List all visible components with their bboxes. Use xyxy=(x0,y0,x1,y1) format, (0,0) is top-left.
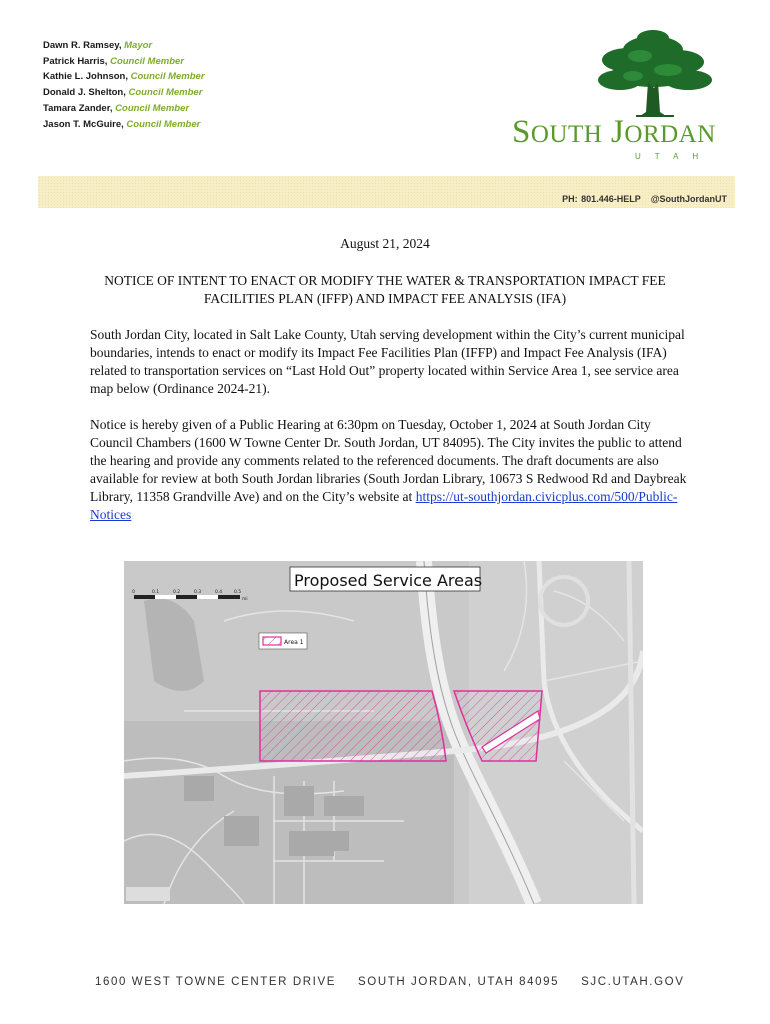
svg-text:0.4: 0.4 xyxy=(215,590,223,595)
tree-icon xyxy=(508,30,730,120)
svg-text:0.2: 0.2 xyxy=(173,590,181,595)
south-jordan-logo xyxy=(508,30,730,165)
footer-city: SOUTH JORDAN, UTAH 84095 xyxy=(358,976,560,988)
council-entry: Tamara Zander, Council Member xyxy=(43,102,190,114)
social-handle: @SouthJordanUT xyxy=(650,194,727,204)
contact-info xyxy=(562,194,727,204)
svg-text:0.1: 0.1 xyxy=(152,590,160,595)
contact-bar xyxy=(38,176,735,208)
footer-street: 1600 WEST TOWNE CENTER DRIVE xyxy=(95,976,336,988)
svg-text:0.5: 0.5 xyxy=(234,590,242,595)
footer-address xyxy=(95,976,685,988)
council-list xyxy=(43,38,205,132)
council-entry: Kathie L. Johnson, Council Member xyxy=(43,71,205,83)
public-notices-link[interactable]: https://ut-southjordan.civicplus.com/500/Public-Notices xyxy=(90,489,678,522)
council-entry: Dawn R. Ramsey, Mayor xyxy=(43,40,153,51)
paragraph-intent: South Jordan City, located in Salt Lake County, Utah serving development within the City’s current municipal boundaries, intends to enact or modify its Impact Fee Facilities Plan (IFFP) and Impact Fee Analysis (IFA) related to transportation services on “Last Hold Out” property located within Service Area 1, see service area map below (Ordinance 2024-21). xyxy=(90,327,685,396)
map-title: Proposed Service Areas xyxy=(294,571,483,590)
logo-state: UTAH xyxy=(635,152,713,161)
logo-wordmark: SOUTH JORDAN xyxy=(512,114,716,150)
council-entry: Patrick Harris, Council Member xyxy=(43,55,184,67)
service-area-1-west xyxy=(260,691,446,761)
phone-number: PH: 801.446-HELP xyxy=(562,194,641,204)
council-entry: Donald J. Shelton, Council Member xyxy=(43,87,203,99)
service-area-map xyxy=(124,561,643,904)
svg-text:mi: mi xyxy=(242,597,248,602)
svg-text:0.3: 0.3 xyxy=(194,590,202,595)
notice-heading: NOTICE OF INTENT TO ENACT OR MODIFY THE WATER & TRANSPORTATION IMPACT FEE FACILITIES PLAN (IFFP) AND IMPACT FEE ANALYSIS (IFA) xyxy=(104,273,666,306)
svg-text:0: 0 xyxy=(132,590,135,595)
paragraph-hearing: Notice is hereby given of a Public Hearing at 6:30pm on Tuesday, October 1, 2024 at South Jordan City Council Chambers (1600 W Towne Center Dr. South Jordan, UT 84095). The City invites the public to attend the hearing and provide any comments related to the referenced documents. The draft documents are also available for review at both South Jordan libraries (South Jordan Library, 10673 S Redwood Rd and Daybreak Library, 11358 Grandville Ave) and on the City’s website at https://ut-southjordan.civicplus.com/500/Public-Notices xyxy=(90,417,687,522)
map-legend xyxy=(259,633,307,649)
notice-date: August 21, 2024 xyxy=(340,236,430,251)
footer-website: SJC.UTAH.GOV xyxy=(581,976,685,988)
svg-text:Area 1: Area 1 xyxy=(284,639,304,646)
council-entry: Jason T. McGuire, Council Member xyxy=(43,118,201,130)
